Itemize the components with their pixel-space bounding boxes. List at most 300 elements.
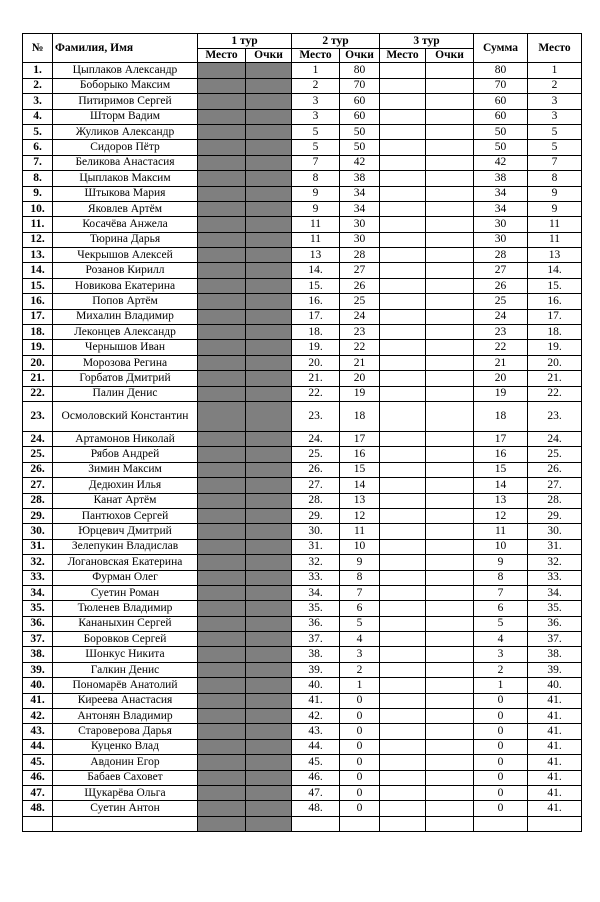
final-place: 25. [528,447,582,462]
row-number: 14. [23,263,53,278]
round-3-place [380,632,426,647]
round-3-points [426,632,474,647]
round-1-points [246,493,292,508]
round-2-points: 0 [340,709,380,724]
round-3-place [380,278,426,293]
total-sum: 0 [474,724,528,739]
final-place: 5 [528,140,582,155]
round-1-points [246,724,292,739]
round-1-points [246,109,292,124]
round-2-points: 28 [340,248,380,263]
total-sum: 4 [474,632,528,647]
round-2-points: 34 [340,201,380,216]
participant-name: Зимин Максим [53,462,198,477]
round-1-points [246,124,292,139]
total-sum: 70 [474,78,528,93]
round-1-place [198,340,246,355]
round-2-place: 21. [292,371,340,386]
round-2-place: 26. [292,462,340,477]
round-2-place: 27. [292,478,340,493]
round-1-place [198,278,246,293]
round-3-place [380,770,426,785]
final-place: 5 [528,124,582,139]
round-2-points: 5 [340,616,380,631]
round-1-points [246,508,292,523]
round-2-place: 22. [292,386,340,401]
round-1-points [246,678,292,693]
final-place: 40. [528,678,582,693]
final-place: 1 [528,63,582,78]
row-number: 39. [23,662,53,677]
round-1-points [246,140,292,155]
round-3-place [380,755,426,770]
row-number: 12. [23,232,53,247]
round-2-points: 7 [340,585,380,600]
round-2-points: 21 [340,355,380,370]
participant-name: Бабаев Саховет [53,770,198,785]
round-3-place [380,478,426,493]
table-row [23,401,582,431]
round-3-place [380,662,426,677]
final-place: 41. [528,739,582,754]
round-2-points: 0 [340,693,380,708]
round-2-points: 70 [340,78,380,93]
round-2-place: 16. [292,294,340,309]
round-1-points [246,78,292,93]
participant-name: Палин Денис [53,386,198,401]
results-body [23,63,582,832]
table-row [23,94,582,109]
round-2-place: 11 [292,217,340,232]
round-2-points: 0 [340,785,380,800]
round-3-place [380,585,426,600]
round-3-points [426,232,474,247]
row-number [23,816,53,831]
table-row [23,493,582,508]
round-1-points [246,785,292,800]
round-1-place [198,493,246,508]
round-1-place [198,555,246,570]
row-number: 35. [23,601,53,616]
table-row [23,248,582,263]
round-1-place [198,186,246,201]
final-place: 3 [528,94,582,109]
round-1-points [246,278,292,293]
round-2-points: 50 [340,140,380,155]
round-1-points [246,155,292,170]
table-row [23,724,582,739]
total-sum: 42 [474,155,528,170]
round-3-points [426,785,474,800]
participant-name: Цыплаков Максим [53,171,198,186]
round-2-points: 50 [340,124,380,139]
round-1-points [246,770,292,785]
round-2-points: 8 [340,570,380,585]
round-3-points [426,493,474,508]
total-sum: 0 [474,785,528,800]
total-sum: 5 [474,616,528,631]
round-2-points: 60 [340,109,380,124]
row-number: 7. [23,155,53,170]
round-1-place [198,325,246,340]
total-sum [474,816,528,831]
row-number: 19. [23,340,53,355]
participant-name: Галкин Денис [53,662,198,677]
round-3-place [380,555,426,570]
round-3-points [426,309,474,324]
final-place: 37. [528,632,582,647]
total-sum: 21 [474,355,528,370]
participant-name: Пантюхов Сергей [53,508,198,523]
final-place: 41. [528,693,582,708]
round-1-points [246,647,292,662]
round-3-points [426,709,474,724]
participant-name: Фурман Олег [53,570,198,585]
round-2-points: 0 [340,739,380,754]
round-1-points [246,248,292,263]
total-sum: 11 [474,524,528,539]
round-2-place: 38. [292,647,340,662]
round-3-points [426,294,474,309]
round-3-place [380,78,426,93]
round-3-place [380,309,426,324]
round-1-points [246,555,292,570]
total-sum: 6 [474,601,528,616]
table-row [23,325,582,340]
row-number: 34. [23,585,53,600]
table-row [23,431,582,446]
table-row [23,616,582,631]
round-2-place: 1 [292,63,340,78]
round-1-points [246,693,292,708]
round-2-points: 17 [340,431,380,446]
total-sum: 34 [474,186,528,201]
round-2-place: 40. [292,678,340,693]
round-1-place [198,371,246,386]
round-2-points: 12 [340,508,380,523]
total-sum: 60 [474,109,528,124]
round-3-place [380,63,426,78]
round-2-place: 43. [292,724,340,739]
final-place: 18. [528,325,582,340]
table-row [23,524,582,539]
table-row [23,63,582,78]
total-sum: 0 [474,770,528,785]
round-2-place: 15. [292,278,340,293]
participant-name: Тюрина Дарья [53,232,198,247]
total-sum: 19 [474,386,528,401]
results-table [22,33,582,832]
round-1-points [246,616,292,631]
round-2-points: 15 [340,462,380,477]
row-number: 31. [23,539,53,554]
header-round-3-place: Место [380,49,426,63]
round-1-points [246,539,292,554]
round-1-points [246,294,292,309]
row-number: 25. [23,447,53,462]
round-1-place [198,109,246,124]
final-place: 41. [528,724,582,739]
round-1-points [246,632,292,647]
round-3-place [380,294,426,309]
table-row [23,801,582,816]
round-2-place: 34. [292,585,340,600]
round-2-place: 19. [292,340,340,355]
round-2-points: 22 [340,340,380,355]
round-1-points [246,232,292,247]
total-sum: 0 [474,801,528,816]
round-3-place [380,371,426,386]
round-1-place [198,94,246,109]
total-sum: 22 [474,340,528,355]
round-3-points [426,678,474,693]
total-sum: 30 [474,232,528,247]
round-3-points [426,263,474,278]
row-number: 30. [23,524,53,539]
table-row [23,693,582,708]
header-name: Фамилия, Имя [53,34,198,63]
final-place: 31. [528,539,582,554]
row-number: 16. [23,294,53,309]
final-place: 41. [528,709,582,724]
round-3-points [426,201,474,216]
round-2-place: 31. [292,539,340,554]
total-sum: 1 [474,678,528,693]
final-place: 14. [528,263,582,278]
round-3-points [426,662,474,677]
row-number: 10. [23,201,53,216]
total-sum: 24 [474,309,528,324]
header-round-2-points: Очки [340,49,380,63]
round-1-place [198,678,246,693]
table-row [23,201,582,216]
total-sum: 0 [474,755,528,770]
round-3-points [426,447,474,462]
table-row [23,155,582,170]
total-sum: 23 [474,325,528,340]
participant-name: Попов Артём [53,294,198,309]
round-3-points [426,539,474,554]
round-3-points [426,124,474,139]
row-number: 18. [23,325,53,340]
round-1-place [198,601,246,616]
round-3-place [380,447,426,462]
row-number: 17. [23,309,53,324]
participant-name: Шонкус Никита [53,647,198,662]
final-place: 7 [528,155,582,170]
header-round-1: 1 тур [198,34,292,49]
round-3-points [426,693,474,708]
round-2-place: 45. [292,755,340,770]
round-3-place [380,232,426,247]
round-3-place [380,693,426,708]
participant-name: Суетин Антон [53,801,198,816]
participant-name: Цыплаков Александр [53,63,198,78]
final-place: 9 [528,201,582,216]
round-1-place [198,447,246,462]
row-number: 22. [23,386,53,401]
round-3-points [426,63,474,78]
participant-name: Логановская Екатерина [53,555,198,570]
table-row [23,709,582,724]
table-row [23,340,582,355]
table-row [23,462,582,477]
round-3-points [426,155,474,170]
round-3-place [380,186,426,201]
final-place: 3 [528,109,582,124]
header-round-2: 2 тур [292,34,380,49]
round-2-place: 24. [292,431,340,446]
participant-name: Зелепукин Владислав [53,539,198,554]
round-3-points [426,355,474,370]
final-place: 17. [528,309,582,324]
round-2-points: 10 [340,539,380,554]
round-3-place [380,340,426,355]
total-sum: 13 [474,493,528,508]
total-sum: 50 [474,124,528,139]
round-1-place [198,508,246,523]
round-1-place [198,770,246,785]
round-2-place: 41. [292,693,340,708]
round-3-points [426,248,474,263]
final-place [528,816,582,831]
round-3-points [426,78,474,93]
final-place: 2 [528,78,582,93]
row-number: 44. [23,739,53,754]
row-number: 8. [23,171,53,186]
participant-name: Антонян Владимир [53,709,198,724]
round-2-place: 3 [292,109,340,124]
table-row [23,140,582,155]
round-2-place: 20. [292,355,340,370]
final-place: 28. [528,493,582,508]
row-number: 48. [23,801,53,816]
total-sum: 12 [474,508,528,523]
round-3-place [380,678,426,693]
total-sum: 8 [474,570,528,585]
table-row [23,232,582,247]
table-row [23,755,582,770]
round-3-points [426,555,474,570]
round-2-points: 24 [340,309,380,324]
round-1-points [246,63,292,78]
round-1-points [246,401,292,431]
round-1-place [198,662,246,677]
round-1-points [246,186,292,201]
round-3-points [426,816,474,831]
round-1-place [198,63,246,78]
total-sum: 27 [474,263,528,278]
total-sum: 25 [474,294,528,309]
total-sum: 30 [474,217,528,232]
table-row [23,309,582,324]
table-row [23,278,582,293]
round-1-place [198,248,246,263]
total-sum: 18 [474,401,528,431]
table-row [23,570,582,585]
final-place: 22. [528,386,582,401]
header-number: № [23,34,53,63]
round-3-points [426,462,474,477]
table-row [23,478,582,493]
round-2-place: 2 [292,78,340,93]
round-1-place [198,155,246,170]
round-1-place [198,78,246,93]
round-1-points [246,371,292,386]
round-3-points [426,171,474,186]
table-row [23,632,582,647]
round-3-place [380,508,426,523]
round-2-points: 14 [340,478,380,493]
table-row [23,124,582,139]
round-2-place: 17. [292,309,340,324]
round-3-points [426,478,474,493]
round-2-place: 8 [292,171,340,186]
participant-name: Шторм Вадим [53,109,198,124]
participant-name: Леконцев Александр [53,325,198,340]
participant-name: Кананыхин Сергей [53,616,198,631]
round-3-points [426,585,474,600]
round-3-place [380,801,426,816]
row-number: 6. [23,140,53,155]
table-row [23,539,582,554]
round-3-points [426,278,474,293]
final-place: 11 [528,217,582,232]
round-2-points: 13 [340,493,380,508]
final-place: 30. [528,524,582,539]
round-3-place [380,493,426,508]
table-row [23,78,582,93]
header-round-3-points: Очки [426,49,474,63]
round-2-place: 23. [292,401,340,431]
total-sum: 34 [474,201,528,216]
round-3-place [380,816,426,831]
total-sum: 60 [474,94,528,109]
round-1-points [246,94,292,109]
final-place: 27. [528,478,582,493]
round-1-place [198,355,246,370]
round-2-points: 42 [340,155,380,170]
row-number: 29. [23,508,53,523]
final-place: 41. [528,801,582,816]
final-place: 32. [528,555,582,570]
round-2-place: 32. [292,555,340,570]
round-3-points [426,647,474,662]
round-1-place [198,171,246,186]
row-number: 5. [23,124,53,139]
round-1-place [198,785,246,800]
table-row [23,371,582,386]
row-number: 47. [23,785,53,800]
round-1-points [246,355,292,370]
final-place: 23. [528,401,582,431]
table-row [23,816,582,831]
round-3-place [380,401,426,431]
final-place: 8 [528,171,582,186]
header-row [23,34,582,49]
final-place: 34. [528,585,582,600]
table-row [23,217,582,232]
total-sum: 0 [474,709,528,724]
round-1-place [198,263,246,278]
round-2-points: 30 [340,217,380,232]
round-2-place: 44. [292,739,340,754]
round-3-place [380,263,426,278]
row-number: 42. [23,709,53,724]
table-row [23,109,582,124]
header-round-2-place: Место [292,49,340,63]
final-place: 9 [528,186,582,201]
